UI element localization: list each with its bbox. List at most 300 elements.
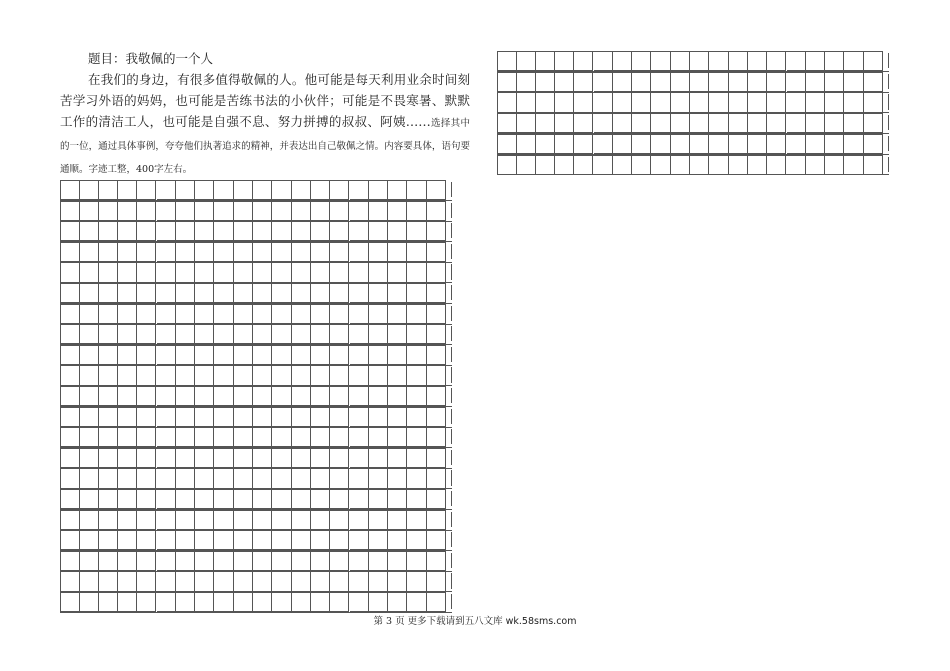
grid-cell[interactable] (253, 428, 272, 447)
grid-cell[interactable] (272, 366, 291, 385)
grid-cell[interactable] (407, 366, 426, 385)
grid-cell[interactable] (118, 243, 137, 262)
grid-cell[interactable] (574, 114, 593, 133)
grid-cell[interactable] (214, 325, 233, 344)
grid-cell[interactable] (176, 181, 195, 200)
grid-cell[interactable] (137, 284, 156, 303)
grid-cell[interactable] (234, 593, 253, 612)
grid-cell[interactable] (369, 572, 388, 591)
grid-cell[interactable] (330, 325, 349, 344)
grid-cell[interactable] (369, 511, 388, 530)
grid-cell[interactable] (292, 490, 311, 509)
grid-cell[interactable] (369, 593, 388, 612)
grid-cell[interactable] (388, 572, 407, 591)
grid-cell[interactable] (844, 73, 863, 92)
grid-cell[interactable] (729, 114, 748, 133)
grid-cell[interactable] (330, 511, 349, 530)
grid-cell[interactable] (350, 346, 369, 365)
grid-cell[interactable] (157, 408, 176, 427)
grid-cell[interactable] (311, 305, 330, 324)
grid-cell[interactable] (253, 222, 272, 241)
grid-cell[interactable] (234, 572, 253, 591)
grid-cell[interactable] (60, 263, 80, 282)
grid-cell[interactable] (427, 593, 446, 612)
grid-cell[interactable] (292, 572, 311, 591)
grid-cell[interactable] (253, 181, 272, 200)
grid-cell[interactable] (671, 156, 690, 175)
grid-cell[interactable] (253, 346, 272, 365)
grid-cell[interactable] (388, 263, 407, 282)
grid-cell[interactable] (79, 366, 98, 385)
grid-cell[interactable] (407, 449, 426, 468)
grid-cell[interactable] (825, 114, 844, 133)
grid-cell[interactable] (79, 387, 98, 406)
grid-cell[interactable] (594, 93, 613, 112)
grid-cell[interactable] (311, 428, 330, 447)
grid-cell[interactable] (330, 305, 349, 324)
grid-cell[interactable] (407, 428, 426, 447)
grid-cell[interactable] (99, 449, 118, 468)
grid-cell[interactable] (214, 531, 233, 550)
grid-cell[interactable] (767, 156, 786, 175)
grid-cell[interactable] (99, 305, 118, 324)
grid-cell[interactable] (536, 52, 555, 71)
grid-cell[interactable] (369, 469, 388, 488)
grid-cell[interactable] (176, 222, 195, 241)
grid-cell[interactable] (864, 52, 883, 71)
grid-cell[interactable] (407, 181, 426, 200)
grid-cell[interactable] (407, 325, 426, 344)
grid-cell[interactable] (118, 408, 137, 427)
grid-cell[interactable] (292, 325, 311, 344)
grid-cell[interactable] (536, 73, 555, 92)
grid-cell[interactable] (137, 531, 156, 550)
grid-cell[interactable] (214, 387, 233, 406)
grid-cell[interactable] (844, 93, 863, 112)
grid-cell[interactable] (407, 552, 426, 571)
grid-cell[interactable] (234, 366, 253, 385)
grid-cell[interactable] (350, 263, 369, 282)
grid-cell[interactable] (369, 387, 388, 406)
grid-cell[interactable] (60, 428, 80, 447)
grid-cell[interactable] (407, 222, 426, 241)
grid-cell[interactable] (118, 552, 137, 571)
grid-cell[interactable] (311, 408, 330, 427)
grid-cell[interactable] (157, 346, 176, 365)
grid-cell[interactable] (272, 305, 291, 324)
grid-cell[interactable] (690, 135, 709, 154)
grid-cell[interactable] (292, 469, 311, 488)
grid-cell[interactable] (311, 572, 330, 591)
grid-cell[interactable] (330, 408, 349, 427)
grid-cell[interactable] (311, 202, 330, 221)
grid-cell[interactable] (99, 366, 118, 385)
grid-cell[interactable] (594, 114, 613, 133)
grid-cell[interactable] (427, 181, 446, 200)
grid-cell[interactable] (214, 511, 233, 530)
grid-cell[interactable] (427, 387, 446, 406)
grid-cell[interactable] (350, 490, 369, 509)
grid-cell[interactable] (79, 449, 98, 468)
grid-cell[interactable] (79, 428, 98, 447)
grid-cell[interactable] (195, 552, 214, 571)
grid-cell[interactable] (234, 181, 253, 200)
grid-cell[interactable] (388, 552, 407, 571)
grid-cell[interactable] (388, 181, 407, 200)
grid-cell[interactable] (292, 428, 311, 447)
grid-cell[interactable] (99, 428, 118, 447)
grid-cell[interactable] (407, 243, 426, 262)
grid-cell[interactable] (407, 593, 426, 612)
grid-cell[interactable] (79, 181, 98, 200)
grid-cell[interactable] (214, 408, 233, 427)
grid-cell[interactable] (787, 156, 806, 175)
grid-cell[interactable] (195, 428, 214, 447)
grid-cell[interactable] (176, 284, 195, 303)
grid-cell[interactable] (427, 305, 446, 324)
grid-cell[interactable] (729, 135, 748, 154)
grid-cell[interactable] (330, 428, 349, 447)
grid-cell[interactable] (825, 156, 844, 175)
grid-cell[interactable] (79, 552, 98, 571)
grid-cell[interactable] (388, 593, 407, 612)
grid-cell[interactable] (118, 490, 137, 509)
grid-cell[interactable] (118, 284, 137, 303)
grid-cell[interactable] (709, 135, 728, 154)
grid-cell[interactable] (350, 552, 369, 571)
grid-cell[interactable] (272, 490, 291, 509)
grid-cell[interactable] (407, 263, 426, 282)
grid-cell[interactable] (79, 469, 98, 488)
grid-cell[interactable] (214, 181, 233, 200)
grid-cell[interactable] (311, 181, 330, 200)
grid-cell[interactable] (176, 366, 195, 385)
grid-cell[interactable] (157, 284, 176, 303)
grid-cell[interactable] (709, 52, 728, 71)
grid-cell[interactable] (60, 531, 80, 550)
grid-cell[interactable] (427, 346, 446, 365)
grid-cell[interactable] (388, 243, 407, 262)
grid-cell[interactable] (272, 428, 291, 447)
grid-cell[interactable] (60, 325, 80, 344)
grid-cell[interactable] (407, 346, 426, 365)
grid-cell[interactable] (157, 222, 176, 241)
grid-cell[interactable] (118, 428, 137, 447)
grid-cell[interactable] (214, 490, 233, 509)
grid-cell[interactable] (311, 469, 330, 488)
grid-cell[interactable] (369, 325, 388, 344)
grid-cell[interactable] (234, 469, 253, 488)
grid-cell[interactable] (613, 114, 632, 133)
grid-cell[interactable] (195, 305, 214, 324)
grid-cell[interactable] (234, 387, 253, 406)
grid-cell[interactable] (292, 181, 311, 200)
grid-cell[interactable] (767, 73, 786, 92)
grid-cell[interactable] (60, 408, 80, 427)
grid-cell[interactable] (330, 202, 349, 221)
grid-cell[interactable] (632, 73, 651, 92)
grid-cell[interactable] (99, 572, 118, 591)
grid-cell[interactable] (516, 93, 535, 112)
grid-cell[interactable] (176, 511, 195, 530)
grid-cell[interactable] (292, 305, 311, 324)
grid-cell[interactable] (729, 52, 748, 71)
grid-cell[interactable] (195, 572, 214, 591)
grid-cell[interactable] (137, 469, 156, 488)
grid-cell[interactable] (651, 156, 670, 175)
grid-cell[interactable] (253, 531, 272, 550)
grid-cell[interactable] (330, 552, 349, 571)
grid-cell[interactable] (330, 593, 349, 612)
grid-cell[interactable] (137, 449, 156, 468)
grid-cell[interactable] (767, 114, 786, 133)
grid-cell[interactable] (99, 181, 118, 200)
grid-cell[interactable] (176, 469, 195, 488)
grid-cell[interactable] (99, 511, 118, 530)
grid-cell[interactable] (427, 428, 446, 447)
grid-cell[interactable] (99, 243, 118, 262)
grid-cell[interactable] (137, 202, 156, 221)
grid-cell[interactable] (157, 531, 176, 550)
grid-cell[interactable] (214, 552, 233, 571)
grid-cell[interactable] (234, 346, 253, 365)
grid-cell[interactable] (574, 52, 593, 71)
grid-cell[interactable] (272, 449, 291, 468)
grid-cell[interactable] (118, 181, 137, 200)
grid-cell[interactable] (330, 263, 349, 282)
grid-cell[interactable] (388, 305, 407, 324)
grid-cell[interactable] (690, 114, 709, 133)
grid-cell[interactable] (330, 222, 349, 241)
grid-cell[interactable] (176, 305, 195, 324)
grid-cell[interactable] (555, 52, 574, 71)
grid-cell[interactable] (137, 305, 156, 324)
grid-cell[interactable] (234, 511, 253, 530)
grid-cell[interactable] (253, 243, 272, 262)
grid-cell[interactable] (176, 593, 195, 612)
grid-cell[interactable] (350, 593, 369, 612)
grid-cell[interactable] (574, 135, 593, 154)
grid-cell[interactable] (806, 114, 825, 133)
grid-cell[interactable] (787, 135, 806, 154)
grid-cell[interactable] (729, 156, 748, 175)
grid-cell[interactable] (253, 572, 272, 591)
grid-cell[interactable] (137, 511, 156, 530)
grid-cell[interactable] (176, 387, 195, 406)
grid-cell[interactable] (350, 572, 369, 591)
grid-cell[interactable] (651, 114, 670, 133)
grid-cell[interactable] (253, 387, 272, 406)
grid-cell[interactable] (690, 52, 709, 71)
grid-cell[interactable] (671, 52, 690, 71)
grid-cell[interactable] (118, 511, 137, 530)
grid-cell[interactable] (787, 73, 806, 92)
grid-cell[interactable] (555, 156, 574, 175)
grid-cell[interactable] (574, 73, 593, 92)
grid-cell[interactable] (234, 531, 253, 550)
grid-cell[interactable] (388, 490, 407, 509)
grid-cell[interactable] (407, 490, 426, 509)
grid-cell[interactable] (99, 222, 118, 241)
grid-cell[interactable] (311, 263, 330, 282)
grid-cell[interactable] (214, 469, 233, 488)
grid-cell[interactable] (79, 511, 98, 530)
grid-cell[interactable] (137, 572, 156, 591)
grid-cell[interactable] (195, 593, 214, 612)
grid-cell[interactable] (311, 366, 330, 385)
grid-cell[interactable] (253, 449, 272, 468)
grid-cell[interactable] (272, 531, 291, 550)
grid-cell[interactable] (292, 387, 311, 406)
grid-cell[interactable] (272, 181, 291, 200)
grid-cell[interactable] (350, 243, 369, 262)
grid-cell[interactable] (176, 552, 195, 571)
grid-cell[interactable] (388, 366, 407, 385)
grid-cell[interactable] (118, 305, 137, 324)
grid-cell[interactable] (594, 73, 613, 92)
grid-cell[interactable] (613, 52, 632, 71)
grid-cell[interactable] (594, 135, 613, 154)
grid-cell[interactable] (118, 531, 137, 550)
grid-cell[interactable] (157, 572, 176, 591)
grid-cell[interactable] (350, 325, 369, 344)
grid-cell[interactable] (388, 284, 407, 303)
grid-cell[interactable] (79, 490, 98, 509)
grid-cell[interactable] (79, 531, 98, 550)
grid-cell[interactable] (253, 469, 272, 488)
grid-cell[interactable] (427, 222, 446, 241)
grid-cell[interactable] (844, 156, 863, 175)
grid-cell[interactable] (350, 305, 369, 324)
grid-cell[interactable] (350, 408, 369, 427)
grid-cell[interactable] (253, 552, 272, 571)
grid-cell[interactable] (516, 156, 535, 175)
grid-cell[interactable] (137, 222, 156, 241)
grid-cell[interactable] (497, 114, 517, 133)
grid-cell[interactable] (388, 325, 407, 344)
grid-cell[interactable] (272, 593, 291, 612)
grid-cell[interactable] (79, 222, 98, 241)
grid-cell[interactable] (388, 428, 407, 447)
grid-cell[interactable] (79, 325, 98, 344)
grid-cell[interactable] (369, 202, 388, 221)
grid-cell[interactable] (79, 202, 98, 221)
grid-cell[interactable] (407, 572, 426, 591)
grid-cell[interactable] (407, 284, 426, 303)
grid-cell[interactable] (497, 73, 517, 92)
grid-cell[interactable] (79, 284, 98, 303)
grid-cell[interactable] (137, 490, 156, 509)
grid-cell[interactable] (709, 93, 728, 112)
grid-cell[interactable] (60, 202, 80, 221)
grid-cell[interactable] (234, 305, 253, 324)
grid-cell[interactable] (388, 387, 407, 406)
grid-cell[interactable] (574, 93, 593, 112)
grid-cell[interactable] (632, 156, 651, 175)
grid-cell[interactable] (253, 305, 272, 324)
grid-cell[interactable] (407, 511, 426, 530)
grid-cell[interactable] (825, 73, 844, 92)
grid-cell[interactable] (330, 387, 349, 406)
grid-cell[interactable] (407, 387, 426, 406)
grid-cell[interactable] (176, 325, 195, 344)
grid-cell[interactable] (388, 469, 407, 488)
grid-cell[interactable] (99, 346, 118, 365)
grid-cell[interactable] (671, 93, 690, 112)
grid-cell[interactable] (292, 552, 311, 571)
grid-cell[interactable] (369, 222, 388, 241)
grid-cell[interactable] (99, 531, 118, 550)
grid-cell[interactable] (234, 243, 253, 262)
grid-cell[interactable] (311, 449, 330, 468)
grid-cell[interactable] (157, 511, 176, 530)
grid-cell[interactable] (311, 346, 330, 365)
grid-cell[interactable] (407, 531, 426, 550)
grid-cell[interactable] (427, 449, 446, 468)
grid-cell[interactable] (137, 387, 156, 406)
grid-cell[interactable] (195, 511, 214, 530)
grid-cell[interactable] (176, 490, 195, 509)
grid-cell[interactable] (157, 490, 176, 509)
grid-cell[interactable] (671, 135, 690, 154)
grid-cell[interactable] (497, 135, 517, 154)
grid-cell[interactable] (844, 114, 863, 133)
grid-cell[interactable] (330, 531, 349, 550)
grid-cell[interactable] (632, 93, 651, 112)
grid-cell[interactable] (427, 202, 446, 221)
grid-cell[interactable] (176, 243, 195, 262)
grid-cell[interactable] (427, 552, 446, 571)
grid-cell[interactable] (195, 263, 214, 282)
grid-cell[interactable] (729, 93, 748, 112)
grid-cell[interactable] (118, 469, 137, 488)
grid-cell[interactable] (632, 135, 651, 154)
grid-cell[interactable] (748, 73, 767, 92)
grid-cell[interactable] (311, 593, 330, 612)
grid-cell[interactable] (748, 135, 767, 154)
grid-cell[interactable] (234, 552, 253, 571)
grid-cell[interactable] (157, 243, 176, 262)
grid-cell[interactable] (806, 93, 825, 112)
grid-cell[interactable] (748, 93, 767, 112)
grid-cell[interactable] (79, 305, 98, 324)
grid-cell[interactable] (632, 114, 651, 133)
grid-cell[interactable] (369, 428, 388, 447)
grid-cell[interactable] (214, 572, 233, 591)
grid-cell[interactable] (407, 469, 426, 488)
grid-cell[interactable] (195, 408, 214, 427)
grid-cell[interactable] (292, 408, 311, 427)
grid-cell[interactable] (767, 135, 786, 154)
grid-cell[interactable] (79, 346, 98, 365)
grid-cell[interactable] (330, 243, 349, 262)
grid-cell[interactable] (214, 346, 233, 365)
grid-cell[interactable] (388, 531, 407, 550)
grid-cell[interactable] (60, 305, 80, 324)
grid-cell[interactable] (118, 593, 137, 612)
grid-cell[interactable] (99, 202, 118, 221)
grid-cell[interactable] (427, 284, 446, 303)
grid-cell[interactable] (709, 114, 728, 133)
grid-cell[interactable] (330, 346, 349, 365)
grid-cell[interactable] (806, 135, 825, 154)
grid-cell[interactable] (292, 366, 311, 385)
grid-cell[interactable] (388, 449, 407, 468)
grid-cell[interactable] (137, 408, 156, 427)
grid-cell[interactable] (272, 511, 291, 530)
grid-cell[interactable] (311, 222, 330, 241)
grid-cell[interactable] (292, 449, 311, 468)
